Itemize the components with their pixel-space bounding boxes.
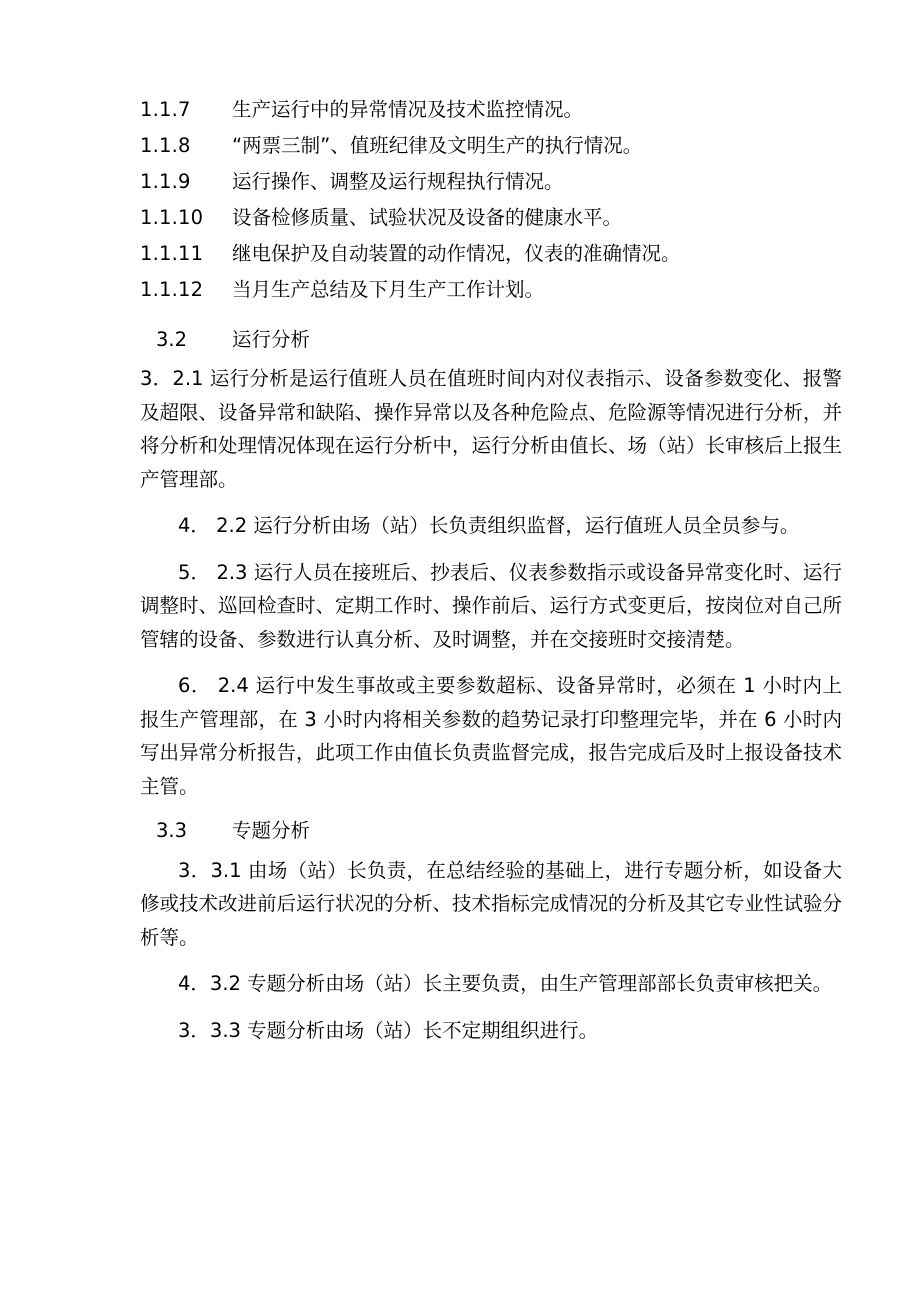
paragraph: 5． 2.3 运行人员在接班后、抄表后、仪表参数指示或设备异常变化时、运行调整时、巡回检查时、定期工作时、操作前后、运行方式变更后，按岗位对自己所管辖的设备、参数进行认真分析、及时调整，并在交接班时交接清楚。 bbox=[140, 560, 843, 651]
list-item-text: 生产运行中的异常情况及技术监控情况。 bbox=[232, 98, 584, 121]
list-item bbox=[140, 136, 842, 156]
document-body bbox=[140, 100, 842, 1048]
paragraph: 3．3.1 由场（站）长负责，在总结经验的基础上，进行专题分析，如设备大修或技术改进前后运行状况的分析、技术指标完成情况的分析及其它专业性试验分析等。 bbox=[140, 858, 843, 949]
list-item bbox=[140, 208, 842, 228]
paragraph: 3．3.3 专题分析由场（站）长不定期组织进行。 bbox=[178, 1019, 599, 1042]
list-item-text: 运行操作、调整及运行规程执行情况。 bbox=[232, 170, 564, 193]
list-item-text: 当月生产总结及下月生产工作计划。 bbox=[232, 278, 545, 301]
section-heading bbox=[140, 821, 842, 841]
list-item-number: 1.1.8 bbox=[140, 134, 191, 157]
paragraph: 6． 2.4 运行中发生事故或主要参数超标、设备异常时，必须在 1 小时内上报生产管理部，在 3 小时内将相关参数的趋势记录打印整理完毕，并在 6 小时内写出异常分析报告，此项工作由值长负责监督完成，报告完成后及时上报设备技术主管。 bbox=[140, 674, 843, 798]
section-number: 3.2 bbox=[156, 327, 188, 351]
list-item bbox=[140, 244, 842, 264]
list-item bbox=[140, 100, 842, 120]
paragraph: 4．3.2 专题分析由场（站）长主要负责，由生产管理部部长负责审核把关。 bbox=[178, 972, 833, 996]
paragraph: 3．2.1 运行分析是运行值班人员在值班时间内对仪表指示、设备参数变化、报警及超限、设备异常和缺陷、操作异常以及各种危险点、危险源等情况进行分析，并将分析和处理情况体现在运行分析中，运行分析由值长、场（站）长审核后上报生产管理部。 bbox=[140, 367, 843, 491]
section-title: 运行分析 bbox=[232, 327, 311, 351]
section-heading bbox=[140, 327, 842, 351]
list-item bbox=[140, 172, 842, 192]
list-item-number: 1.1.12 bbox=[140, 278, 204, 301]
list-item-text: 设备检修质量、试验状况及设备的健康水平。 bbox=[232, 206, 623, 229]
list-item-text: “两票三制”、值班纪律及文明生产的执行情况。 bbox=[232, 134, 643, 157]
list-item-number: 1.1.9 bbox=[140, 170, 191, 193]
list-item bbox=[140, 280, 842, 300]
list-item-number: 1.1.10 bbox=[140, 206, 204, 229]
list-item-number: 1.1.11 bbox=[140, 242, 204, 265]
paragraph: 4． 2.2 运行分析由场（站）长负责组织监督，运行值班人员全员参与。 bbox=[178, 514, 800, 538]
section-title: 专题分析 bbox=[232, 819, 311, 843]
section-number: 3.3 bbox=[156, 819, 188, 843]
list-item-number: 1.1.7 bbox=[140, 98, 191, 121]
list-item-text: 继电保护及自动装置的动作情况，仪表的准确情况。 bbox=[232, 242, 681, 265]
